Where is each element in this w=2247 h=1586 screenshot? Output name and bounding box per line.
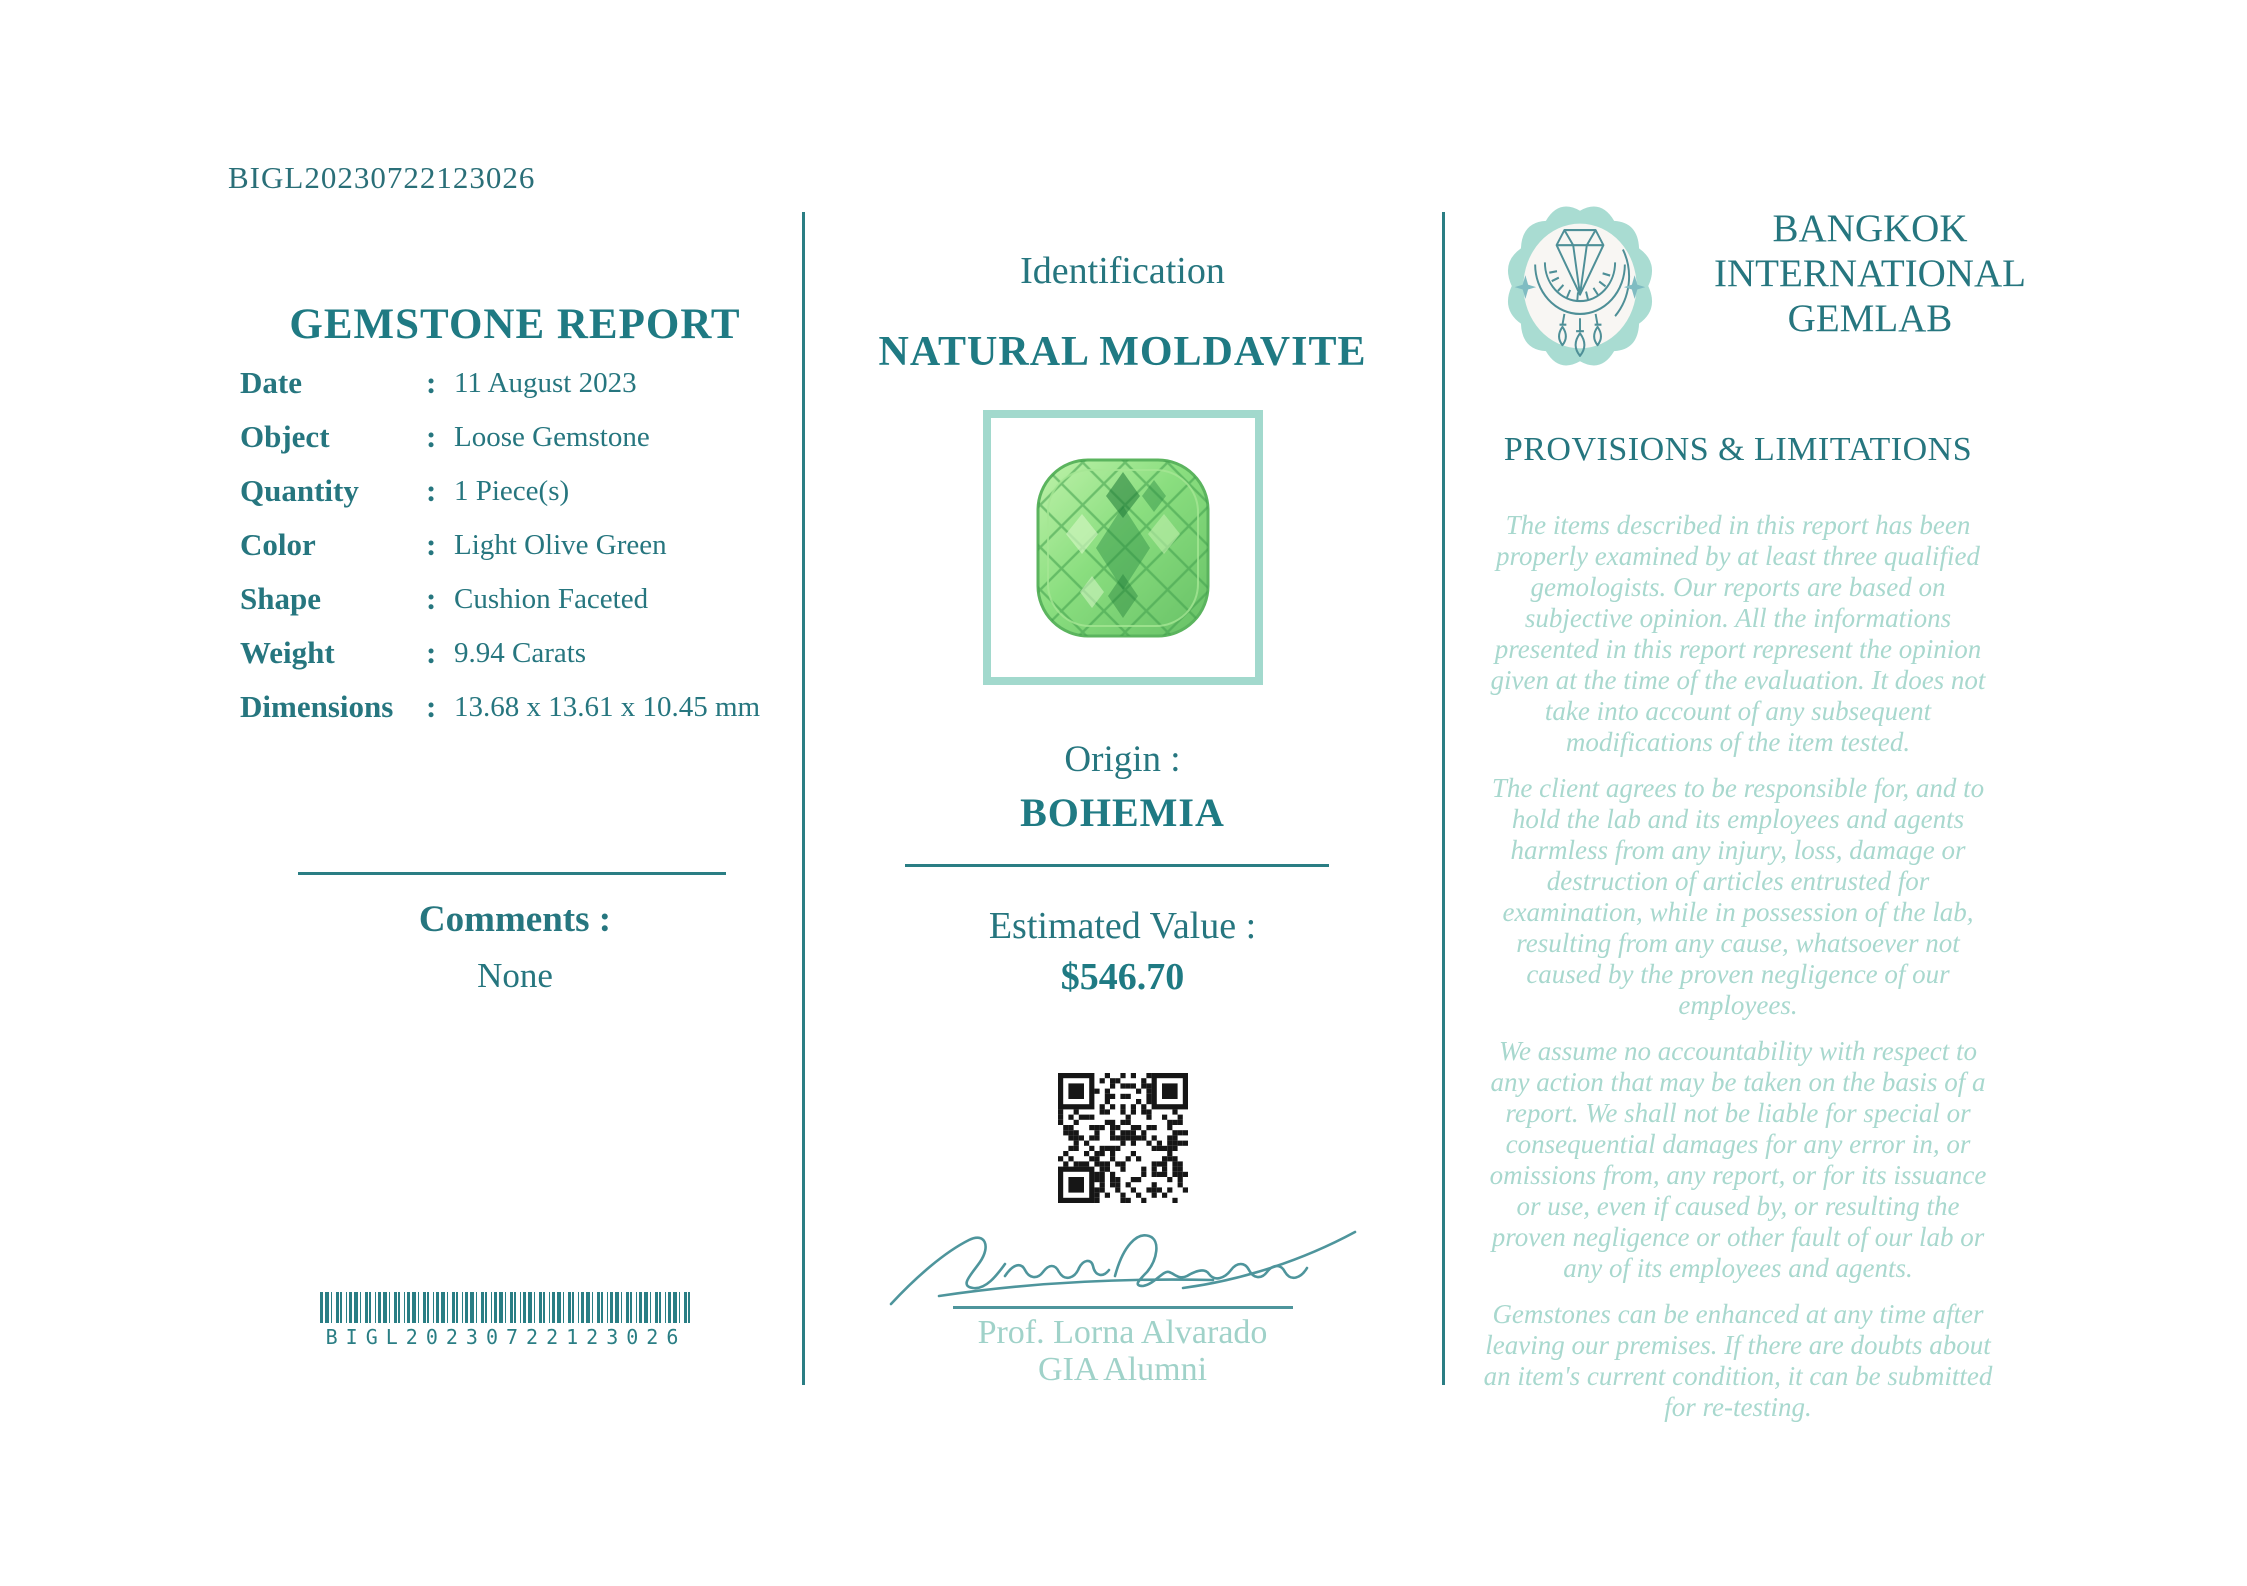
lab-name bbox=[1687, 206, 2053, 341]
provisions-text bbox=[1478, 510, 1998, 1438]
provisions-heading: PROVISIONS & LIMITATIONS bbox=[1503, 431, 1973, 468]
lab-provisions-column bbox=[1442, 0, 2247, 1586]
lab-name-line: INTERNATIONAL bbox=[1714, 252, 2026, 295]
estimated-value-label: Estimated Value : bbox=[988, 905, 1257, 947]
detail-value: Loose Gemstone bbox=[454, 420, 650, 453]
detail-label: Date bbox=[240, 365, 302, 400]
detail-label: Quantity bbox=[240, 473, 359, 508]
provisions-paragraph: The client agrees to be responsible for, and to hold the lab and its employees and agents harmless from any injury, loss, damage or destruction of articles entrusted for examination, while in possession of the lab, resulting from any cause, whatsoever not caused by the proven negligence of our employees. bbox=[1491, 773, 1985, 1020]
gem-photo-frame bbox=[983, 410, 1263, 685]
detail-value: 11 August 2023 bbox=[454, 366, 637, 399]
provisions-paragraph: Gemstones can be enhanced at any time after leaving our premises. If there are doubts about an item's current condition, it can be submitted for re-testing. bbox=[1483, 1299, 1993, 1422]
table-row: Weight : 9.94 Carats bbox=[240, 626, 796, 680]
table-row: Color : Light Olive Green bbox=[240, 518, 796, 572]
origin-value: BOHEMIA bbox=[1020, 790, 1225, 835]
detail-value: Light Olive Green bbox=[454, 528, 667, 561]
origin-label: Origin : bbox=[1064, 739, 1181, 780]
detail-value: 9.94 Carats bbox=[454, 636, 587, 669]
identification-column bbox=[803, 0, 1442, 1586]
report-summary-column bbox=[228, 0, 802, 1586]
table-row: Dimensions : 13.68 x 13.61 x 10.45 mm bbox=[240, 680, 796, 734]
gem-details-table bbox=[240, 356, 796, 734]
barcode-text: BIGL20230722123026 bbox=[325, 1325, 687, 1349]
detail-label: Color bbox=[240, 527, 316, 562]
gem-species-name: NATURAL MOLDAVITE bbox=[878, 329, 1367, 375]
value-divider bbox=[905, 864, 1329, 867]
comments-value: None bbox=[477, 956, 553, 995]
table-row: Shape : Cushion Faceted bbox=[240, 572, 796, 626]
table-row: Object : Loose Gemstone bbox=[240, 410, 796, 464]
detail-label: Dimensions bbox=[240, 689, 394, 724]
table-row: Date : 11 August 2023 bbox=[240, 356, 796, 410]
detail-label: Weight bbox=[240, 635, 335, 670]
detail-label: Shape bbox=[240, 581, 321, 616]
signatory-title: GIA Alumni bbox=[1037, 1351, 1208, 1388]
comments-divider bbox=[298, 872, 726, 875]
lab-name-line: GEMLAB bbox=[1787, 297, 1953, 340]
report-number: BIGL20230722123026 bbox=[228, 160, 536, 195]
table-row: Quantity : 1 Piece(s) bbox=[240, 464, 796, 518]
gem-photo bbox=[1034, 456, 1212, 640]
detail-value: 13.68 x 13.61 x 10.45 mm bbox=[454, 690, 761, 723]
detail-value: Cushion Faceted bbox=[454, 582, 649, 615]
estimated-value-amount: $546.70 bbox=[1060, 956, 1185, 998]
comments-label: Comments : bbox=[418, 899, 612, 940]
page-title: GEMSTONE REPORT bbox=[289, 301, 741, 348]
detail-label: Object bbox=[240, 419, 330, 454]
barcode bbox=[320, 1292, 692, 1323]
gemlab-seal-logo bbox=[1502, 200, 1658, 372]
provisions-paragraph: We assume no accountability with respect to any action that may be taken on the basis of a report. We shall not be liable for special or consequential damages for any error in, or omissions from, any report, or for its issuance or use, even if caused by, or resulting the proven negligence or other fault of our lab or any of its employees and agents. bbox=[1489, 1036, 1987, 1283]
qr-code bbox=[1057, 1072, 1189, 1204]
lab-name-line: BANGKOK bbox=[1772, 207, 1968, 250]
detail-value: 1 Piece(s) bbox=[454, 474, 570, 507]
signatory-name: Prof. Lorna Alvarado bbox=[977, 1314, 1268, 1351]
signature bbox=[883, 1224, 1363, 1310]
identification-heading: Identification bbox=[1020, 250, 1225, 292]
provisions-paragraph: The items described in this report has been properly examined by at least three qualified gemologists. Our reports are based on subjective opinion. All the informations presented in this report represent the opinion given at the time of the evaluation. It does not take into account of any subsequent modifications of the item tested. bbox=[1490, 510, 1986, 757]
signature-underline bbox=[953, 1306, 1293, 1309]
